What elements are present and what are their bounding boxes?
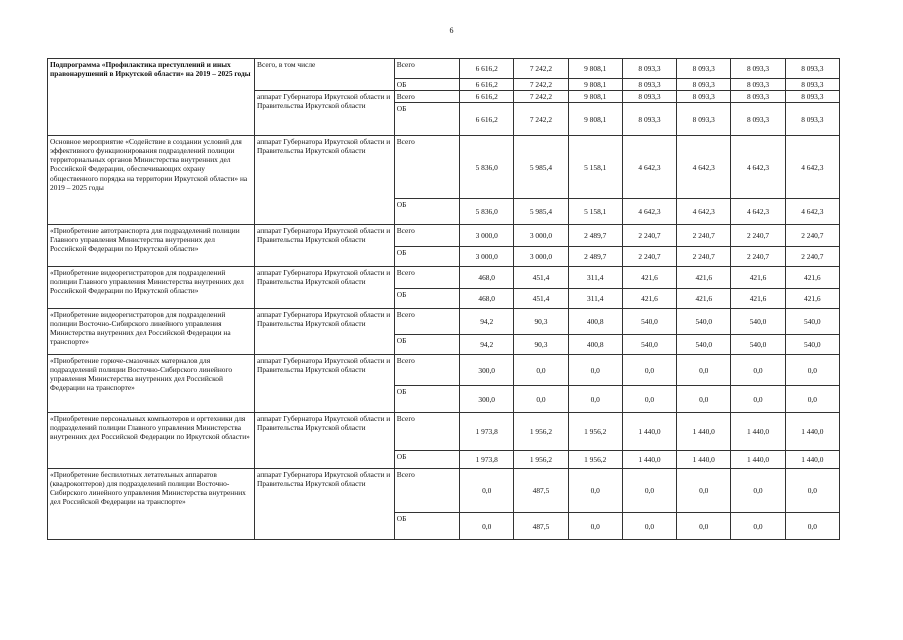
value-cell: 3 000,0 [460,247,514,267]
value-cell: 4 642,3 [785,199,839,225]
value-cell: 0,0 [568,355,622,386]
executor-cell: аппарат Губернатора Иркутской области и Правительства Иркутской области [255,355,395,413]
value-cell: 9 808,1 [568,91,622,103]
value-cell: 487,5 [514,513,568,540]
value-cell: 451,4 [514,267,568,289]
value-cell: 2 489,7 [568,225,622,247]
value-cell: 0,0 [514,386,568,413]
value-cell: 5 985,4 [514,199,568,225]
value-cell: 0,0 [677,355,731,386]
table-row [48,267,840,289]
measure-name-cell: «Приобретение автотранспорта для подразделений полиции Главного управления Министерства внутренних дел Российской Федерации по Иркутской области» [48,225,255,267]
budget-table [47,58,840,540]
funding-source-cell: ОБ [394,451,459,469]
measure-name-cell: «Приобретение видеорегистраторов для подразделений полиции Главного управления Министерства внутренних дел Российской Федерации по Иркутской области» [48,267,255,309]
funding-source-cell: ОБ [394,513,459,540]
value-cell: 0,0 [622,355,676,386]
funding-source-cell: Всего [394,355,459,386]
value-cell: 4 642,3 [731,136,785,199]
value-cell: 1 956,2 [514,413,568,451]
value-cell: 5 836,0 [460,199,514,225]
value-cell: 8 093,3 [785,59,839,79]
funding-source-cell: ОБ [394,335,459,355]
funding-source-cell: ОБ [394,79,459,91]
funding-source-cell: ОБ [394,199,459,225]
value-cell: 0,0 [622,513,676,540]
value-cell: 4 642,3 [622,136,676,199]
value-cell: 5 985,4 [514,136,568,199]
value-cell: 4 642,3 [677,136,731,199]
executor-cell: аппарат Губернатора Иркутской области и Правительства Иркутской области [255,91,395,136]
value-cell: 8 093,3 [677,103,731,136]
value-cell: 8 093,3 [622,79,676,91]
value-cell: 5 158,1 [568,199,622,225]
value-cell: 2 240,7 [622,247,676,267]
value-cell: 0,0 [731,355,785,386]
value-cell: 1 440,0 [677,413,731,451]
executor-cell: аппарат Губернатора Иркутской области и Правительства Иркутской области [255,469,395,540]
value-cell: 400,8 [568,335,622,355]
value-cell: 2 240,7 [622,225,676,247]
value-cell: 94,2 [460,335,514,355]
executor-cell: аппарат Губернатора Иркутской области и Правительства Иркутской области [255,225,395,267]
funding-source-cell: ОБ [394,103,459,136]
funding-source-cell: ОБ [394,289,459,309]
value-cell: 0,0 [460,513,514,540]
table-row [48,355,840,386]
value-cell: 8 093,3 [731,59,785,79]
value-cell: 5 158,1 [568,136,622,199]
value-cell: 421,6 [731,289,785,309]
value-cell: 2 240,7 [731,247,785,267]
value-cell: 8 093,3 [731,103,785,136]
value-cell: 2 240,7 [677,247,731,267]
value-cell: 0,0 [785,469,839,513]
value-cell: 7 242,2 [514,103,568,136]
value-cell: 0,0 [622,469,676,513]
value-cell: 8 093,3 [731,79,785,91]
table-row [48,413,840,451]
value-cell: 6 616,2 [460,103,514,136]
value-cell: 540,0 [731,309,785,335]
table-row [48,59,840,79]
funding-source-cell: ОБ [394,247,459,267]
value-cell: 1 440,0 [677,451,731,469]
value-cell: 540,0 [785,309,839,335]
value-cell: 3 000,0 [460,225,514,247]
value-cell: 540,0 [731,335,785,355]
value-cell: 6 616,2 [460,79,514,91]
value-cell: 540,0 [622,309,676,335]
value-cell: 1 973,8 [460,413,514,451]
value-cell: 8 093,3 [677,91,731,103]
value-cell: 421,6 [622,289,676,309]
value-cell: 8 093,3 [622,59,676,79]
table-row [48,309,840,335]
value-cell: 8 093,3 [677,79,731,91]
table-row [48,225,840,247]
value-cell: 9 808,1 [568,79,622,91]
value-cell: 1 440,0 [731,413,785,451]
measure-name-cell: Основное мероприятие «Содействие в создании условий для эффективного функционирования подразделений полиции территориальных органов Министерства внутренних дел Российской Федерации, обеспечивающих охрану общественного порядка на территории Иркутской области» на 2019 – 2025 годы [48,136,255,225]
table-row [48,136,840,199]
value-cell: 0,0 [785,355,839,386]
value-cell: 4 642,3 [731,199,785,225]
value-cell: 3 000,0 [514,225,568,247]
value-cell: 0,0 [677,386,731,413]
value-cell: 2 240,7 [731,225,785,247]
value-cell: 540,0 [622,335,676,355]
value-cell: 1 440,0 [622,451,676,469]
value-cell: 0,0 [785,513,839,540]
value-cell: 8 093,3 [622,91,676,103]
value-cell: 90,3 [514,335,568,355]
value-cell: 7 242,2 [514,59,568,79]
value-cell: 8 093,3 [785,103,839,136]
value-cell: 0,0 [460,469,514,513]
value-cell: 2 489,7 [568,247,622,267]
value-cell: 1 956,2 [568,451,622,469]
value-cell: 6 616,2 [460,91,514,103]
value-cell: 1 956,2 [568,413,622,451]
value-cell: 8 093,3 [785,91,839,103]
value-cell: 468,0 [460,267,514,289]
value-cell: 421,6 [731,267,785,289]
value-cell: 6 616,2 [460,59,514,79]
value-cell: 468,0 [460,289,514,309]
value-cell: 4 642,3 [677,199,731,225]
funding-source-cell: Всего [394,469,459,513]
value-cell: 1 440,0 [622,413,676,451]
value-cell: 2 240,7 [785,225,839,247]
value-cell: 8 093,3 [622,103,676,136]
value-cell: 421,6 [622,267,676,289]
value-cell: 0,0 [568,513,622,540]
value-cell: 0,0 [677,513,731,540]
value-cell: 400,8 [568,309,622,335]
value-cell: 421,6 [677,267,731,289]
value-cell: 0,0 [568,386,622,413]
value-cell: 0,0 [677,469,731,513]
value-cell: 0,0 [622,386,676,413]
value-cell: 8 093,3 [785,79,839,91]
value-cell: 7 242,2 [514,79,568,91]
value-cell: 1 440,0 [785,451,839,469]
value-cell: 540,0 [677,309,731,335]
value-cell: 311,4 [568,267,622,289]
value-cell: 451,4 [514,289,568,309]
value-cell: 0,0 [568,469,622,513]
value-cell: 4 642,3 [785,136,839,199]
value-cell: 0,0 [731,386,785,413]
executor-cell: Всего, в том числе [255,59,395,91]
value-cell: 1 440,0 [731,451,785,469]
value-cell: 421,6 [677,289,731,309]
funding-source-cell: Всего [394,59,459,79]
executor-cell: аппарат Губернатора Иркутской области и Правительства Иркутской области [255,309,395,355]
value-cell: 2 240,7 [785,247,839,267]
executor-cell: аппарат Губернатора Иркутской области и Правительства Иркутской области [255,136,395,225]
value-cell: 540,0 [677,335,731,355]
page-number: 6 [449,26,454,35]
value-cell: 1 956,2 [514,451,568,469]
value-cell: 1 440,0 [785,413,839,451]
value-cell: 7 242,2 [514,91,568,103]
margin-mark [876,337,881,342]
value-cell: 0,0 [731,469,785,513]
value-cell: 5 836,0 [460,136,514,199]
value-cell: 8 093,3 [731,91,785,103]
measure-name-cell: «Приобретение видеорегистраторов для подразделений полиции Восточно-Сибирского линейного управления Министерства внутренних дел Российской Федерации на транспорте» [48,309,255,355]
value-cell: 0,0 [785,386,839,413]
funding-source-cell: Всего [394,309,459,335]
value-cell: 421,6 [785,289,839,309]
value-cell: 2 240,7 [677,225,731,247]
value-cell: 94,2 [460,309,514,335]
value-cell: 540,0 [785,335,839,355]
funding-source-cell: Всего [394,267,459,289]
value-cell: 9 808,1 [568,103,622,136]
value-cell: 3 000,0 [514,247,568,267]
value-cell: 8 093,3 [677,59,731,79]
value-cell: 300,0 [460,355,514,386]
value-cell: 0,0 [731,513,785,540]
measure-name-cell: «Приобретение горюче-смазочных материалов для подразделений полиции Восточно-Сибирского линейного управления Министерства внутренних дел Российской Федерации на транспорте» [48,355,255,413]
executor-cell: аппарат Губернатора Иркутской области и Правительства Иркутской области [255,413,395,469]
value-cell: 0,0 [514,355,568,386]
executor-cell: аппарат Губернатора Иркутской области и Правительства Иркутской области [255,267,395,309]
value-cell: 487,5 [514,469,568,513]
funding-source-cell: Всего [394,225,459,247]
table-row [48,469,840,513]
funding-source-cell: Всего [394,136,459,199]
measure-name-cell: Подпрограмма «Профилактика преступлений и иных правонарушений в Иркутской области» на 2019 – 2025 годы [48,59,255,136]
measure-name-cell: «Приобретение беспилотных летательных аппаратов (квадрокоптеров) для подразделений полиции Восточно-Сибирского линейного управления Министерства внутренних дел Российской Федерации на транспорте» [48,469,255,540]
value-cell: 421,6 [785,267,839,289]
value-cell: 1 973,8 [460,451,514,469]
value-cell: 90,3 [514,309,568,335]
value-cell: 9 808,1 [568,59,622,79]
value-cell: 300,0 [460,386,514,413]
value-cell: 311,4 [568,289,622,309]
measure-name-cell: «Приобретение персональных компьютеров и оргтехники для подразделений полиции Главного управления Министерства внутренних дел Российской Федерации по Иркутской области» [48,413,255,469]
funding-source-cell: ОБ [394,386,459,413]
value-cell: 4 642,3 [622,199,676,225]
funding-source-cell: Всего [394,413,459,451]
funding-source-cell: Всего [394,91,459,103]
